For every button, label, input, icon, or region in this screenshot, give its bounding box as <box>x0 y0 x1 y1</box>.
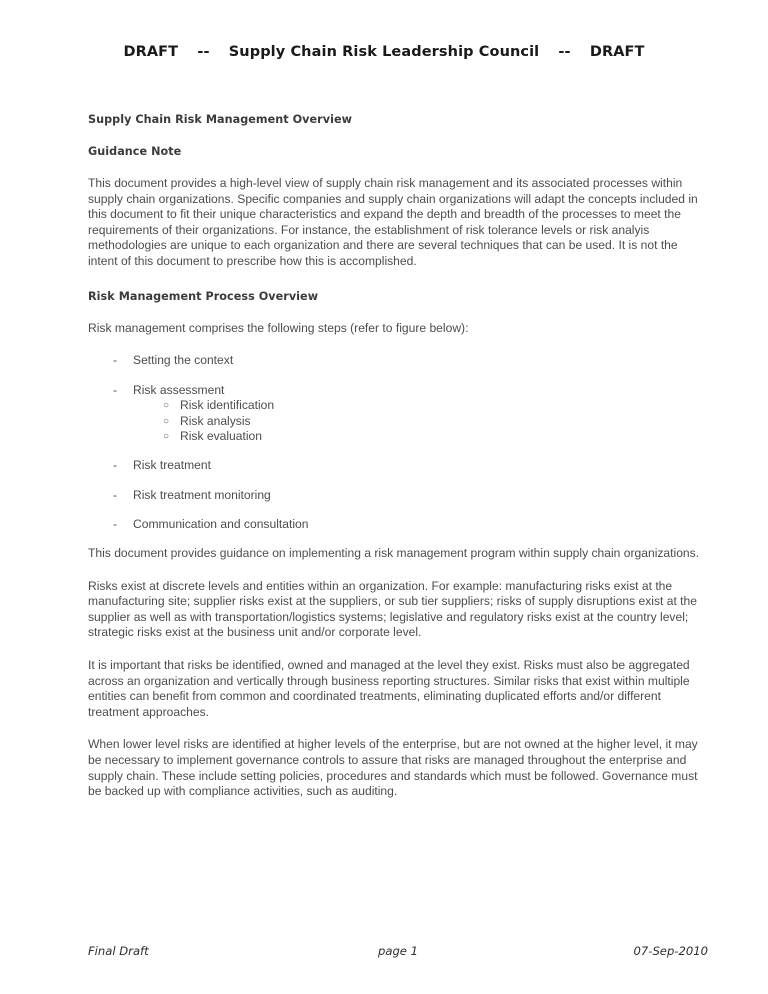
header-draft-right: DRAFT <box>589 44 645 60</box>
paragraph-discrete-levels: Risks exist at discrete levels and entities within an organization. For example: manufacturing risks exist at the manufacturing site; supplier risks exist at the suppliers, or sub tier suppliers; risks of supply disruptions exist at the supplier as well as with transportation/logistics systems; legislative and regulatory risks exist at the country level; strategic risks exist at the business unit and/or corporate level. <box>88 578 697 640</box>
list-item <box>88 353 708 369</box>
spacer <box>88 304 708 321</box>
list-item <box>133 429 708 444</box>
spacer <box>88 562 708 579</box>
page-footer <box>88 944 708 960</box>
dash-bullet-icon: - <box>113 353 118 368</box>
footer-page-number: page 1 <box>377 944 419 958</box>
circle-bullet-icon: ○ <box>163 415 170 427</box>
header-title: Supply Chain Risk Leadership Council <box>228 44 540 60</box>
spacer <box>88 336 708 353</box>
circle-bullet-icon: ○ <box>163 430 170 442</box>
dash-bullet-icon: - <box>113 517 118 532</box>
circle-bullet-icon: ○ <box>163 400 170 412</box>
list-item-label: Communication and consultation <box>133 517 309 532</box>
paragraph-governance-controls: When lower level risks are identified at higher levels of the enterprise, but are not owned at the higher level, it may be necessary to implement governance controls to assure that risks are managed throughout the enterprise and supply chain. These include setting policies, procedures and standards which must be followed. Governance must be backed up with compliance activities, such as auditing. <box>88 737 698 799</box>
dash-bullet-icon: - <box>113 382 118 397</box>
paragraph-identified-owned-managed: It is important that risks be identified, owned and managed at the level they exist. Risks must also be aggregated across an organization and vertically through business reporting structures. Similar risks that exist within multiple entities can benefit from common and coordinated treatments, eliminating duplicated efforts and/or different treatment approaches. <box>88 657 690 719</box>
header-draft-left: DRAFT <box>123 44 179 60</box>
header-separator-right: -- <box>558 44 571 60</box>
spacer <box>88 159 708 176</box>
list-item <box>88 383 708 444</box>
list-item-label: Risk analysis <box>180 413 251 428</box>
footer-date: 07-Sep-2010 <box>633 944 708 958</box>
list-item <box>133 414 708 429</box>
spacer <box>88 270 708 289</box>
paragraph-guidance-note: This document provides a high-level view of supply chain risk management and its associated processes within supply chain organizations. Specific companies and supply chain organizations will adapt the concepts included in this document to fit their unique characteristics and expand the depth and breadth of the processes to meet the requirements of their organizations. For instance, the establishment of risk tolerance levels or risk analyis methodologies are unique to each organization and there are several techniques that can be used. It is not the intent of this document to prescribe how this is accomplished. <box>88 176 698 268</box>
list-item-label: Risk treatment monitoring <box>133 487 271 502</box>
spacer <box>88 641 708 658</box>
list-item-label: Setting the context <box>133 353 234 368</box>
running-header <box>0 44 768 60</box>
risk-assessment-sublist <box>133 398 708 444</box>
header-separator-left: -- <box>197 44 210 60</box>
document-body <box>88 112 708 800</box>
list-item-label: Risk identification <box>180 398 275 413</box>
list-item <box>88 458 708 474</box>
paragraph-process-intro: Risk management comprises the following steps (refer to figure below): <box>88 320 469 335</box>
list-item <box>133 398 708 413</box>
list-item <box>88 488 708 504</box>
list-item-label: Risk evaluation <box>180 428 263 443</box>
heading-risk-management-process-overview: Risk Management Process Overview <box>88 289 319 303</box>
risk-management-steps-list <box>88 353 708 533</box>
dash-bullet-icon: - <box>113 487 118 502</box>
list-item-label: Risk treatment <box>133 458 211 473</box>
list-item <box>88 517 708 533</box>
heading-guidance-note: Guidance Note <box>88 145 182 158</box>
heading-supply-chain-risk-management-overview: Supply Chain Risk Management Overview <box>88 113 352 126</box>
spacer <box>88 127 708 144</box>
dash-bullet-icon: - <box>113 458 118 473</box>
spacer <box>88 533 708 546</box>
footer-draft-status: Final Draft <box>88 944 149 958</box>
list-item-label: Risk assessment <box>133 382 225 397</box>
spacer <box>88 720 708 737</box>
paragraph-guidance-program: This document provides guidance on implementing a risk management program within supply chain organizations. <box>88 546 700 561</box>
